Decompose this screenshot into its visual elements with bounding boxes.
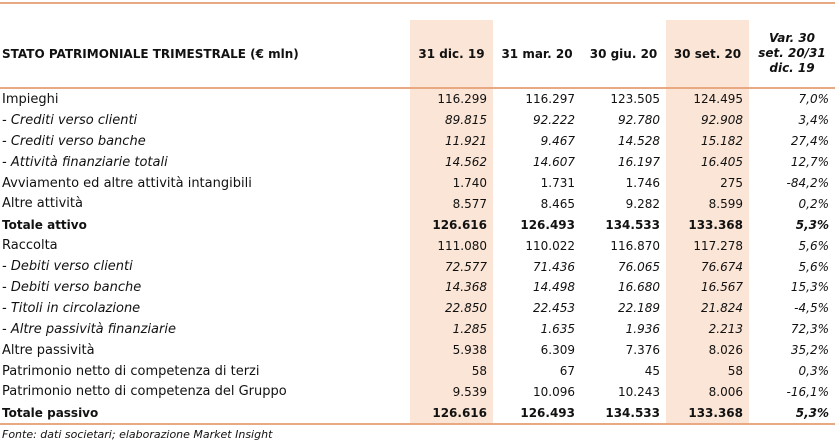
table-header-row xyxy=(0,20,835,88)
row-value: 14.368 xyxy=(410,277,493,298)
row-value: 8.599 xyxy=(666,193,749,214)
table-row xyxy=(0,88,835,110)
row-value: 126.616 xyxy=(410,214,493,235)
row-value: 1.746 xyxy=(625,176,660,190)
row-label: - Titoli in circolazione xyxy=(2,300,141,316)
row-label: - Debiti verso banche xyxy=(2,279,142,295)
row-value: 14.607 xyxy=(533,155,575,170)
row-value: 134.533 xyxy=(581,402,666,424)
row-variation: -4,5% xyxy=(794,301,829,316)
row-value: 11.921 xyxy=(410,131,493,152)
row-label: - Altre passività finanziarie xyxy=(2,321,176,337)
row-value: 16.405 xyxy=(666,152,749,173)
row-variation: -16,1% xyxy=(786,384,829,399)
row-value: 1.936 xyxy=(625,322,660,337)
row-value: 7.376 xyxy=(625,343,660,358)
row-value: 92.780 xyxy=(618,113,660,128)
row-value: 1.285 xyxy=(410,319,493,340)
row-label: Patrimonio netto di competenza del Gruppo xyxy=(2,384,287,400)
row-value: 275 xyxy=(666,173,749,194)
row-value: 14.562 xyxy=(410,152,493,173)
column-header-30-set-20: 30 set. 20 xyxy=(666,20,749,88)
row-variation: 72,3% xyxy=(790,322,829,337)
row-value: 8.577 xyxy=(410,193,493,214)
row-value: 8.465 xyxy=(540,196,575,211)
row-value: 126.616 xyxy=(410,402,493,424)
row-value: 72.577 xyxy=(410,256,493,277)
row-value: 21.824 xyxy=(666,298,749,319)
row-label: Altre passività xyxy=(2,342,95,358)
row-value: 1.635 xyxy=(540,322,575,337)
row-variation: 0,2% xyxy=(798,196,829,211)
row-value: 45 xyxy=(644,364,660,379)
row-label: Raccolta xyxy=(2,238,58,254)
column-header-30-giu-20: 30 giu. 20 xyxy=(581,20,666,88)
row-value: 58 xyxy=(666,361,749,382)
row-value: 123.505 xyxy=(610,92,660,107)
row-variation: 5,6% xyxy=(798,238,829,253)
row-variation: -84,2% xyxy=(786,176,829,190)
table-row xyxy=(0,131,835,152)
top-rule xyxy=(0,2,835,4)
table-row xyxy=(0,319,835,340)
row-value: 1.731 xyxy=(540,176,575,190)
row-value: 16.567 xyxy=(666,277,749,298)
row-value: 126.493 xyxy=(493,402,581,424)
row-value: 126.493 xyxy=(520,217,575,232)
row-value: 8.006 xyxy=(666,381,749,402)
row-variation: 0,3% xyxy=(798,364,829,379)
row-value: 116.299 xyxy=(410,88,493,110)
row-label: - Crediti verso banche xyxy=(2,133,146,149)
column-header-31-mar-20: 31 mar. 20 xyxy=(493,20,581,88)
row-value: 133.368 xyxy=(666,214,749,235)
row-label: Totale passivo xyxy=(0,402,410,424)
row-value: 133.368 xyxy=(666,402,749,424)
row-value: 71.436 xyxy=(533,259,575,274)
table-row xyxy=(0,277,835,298)
row-value: 9.539 xyxy=(410,381,493,402)
table-row xyxy=(0,402,835,424)
table-row xyxy=(0,298,835,319)
table-row xyxy=(0,214,835,235)
row-label: - Crediti verso clienti xyxy=(2,112,138,128)
row-label: Avviamento ed altre attività intangibili xyxy=(2,175,252,191)
row-value: 22.453 xyxy=(533,301,575,316)
row-variation: 12,7% xyxy=(790,155,829,170)
row-label: - Attività finanziarie totali xyxy=(2,154,168,170)
row-value: 76.674 xyxy=(666,256,749,277)
table-row xyxy=(0,193,835,214)
row-value: 110.022 xyxy=(525,238,575,253)
row-value: 2.213 xyxy=(666,319,749,340)
row-value: 111.080 xyxy=(410,235,493,256)
row-label: Impieghi xyxy=(2,91,59,107)
row-value: 89.815 xyxy=(410,110,493,131)
row-variation: 35,2% xyxy=(790,343,829,358)
row-value: 117.278 xyxy=(666,235,749,256)
row-value: 22.189 xyxy=(618,301,660,316)
row-label: Altre attività xyxy=(2,196,83,212)
row-value: 9.467 xyxy=(540,134,575,149)
row-value: 10.243 xyxy=(618,384,660,399)
table-title: STATO PATRIMONIALE TRIMESTRALE (€ mln) xyxy=(0,20,410,88)
balance-sheet-table xyxy=(0,20,835,425)
row-value: 116.870 xyxy=(610,238,660,253)
table-row xyxy=(0,361,835,382)
row-variation: 5,3% xyxy=(795,217,829,232)
row-value: 67 xyxy=(559,364,575,379)
row-value: 9.282 xyxy=(625,196,660,211)
row-label: - Debiti verso clienti xyxy=(2,259,133,275)
row-value: 8.026 xyxy=(666,340,749,361)
row-variation: 5,6% xyxy=(798,259,829,274)
row-value: 10.096 xyxy=(533,384,575,399)
row-label: Totale attivo xyxy=(2,217,87,232)
table-row xyxy=(0,381,835,402)
row-value: 16.680 xyxy=(618,280,660,295)
row-value: 6.309 xyxy=(540,343,575,358)
row-label: Patrimonio netto di competenza di terzi xyxy=(2,363,260,379)
row-value: 92.222 xyxy=(533,113,575,128)
row-variation: 27,4% xyxy=(790,134,829,149)
row-value: 15.182 xyxy=(666,131,749,152)
row-value: 134.533 xyxy=(605,217,660,232)
row-variation: 5,3% xyxy=(749,402,835,424)
column-header-variation: Var. 30 set. 20/31 dic. 19 xyxy=(749,20,835,88)
row-value: 124.495 xyxy=(666,88,749,110)
table-row xyxy=(0,256,835,277)
row-value: 1.740 xyxy=(410,173,493,194)
table-row xyxy=(0,340,835,361)
column-header-31-dic-19: 31 dic. 19 xyxy=(410,20,493,88)
table-row xyxy=(0,110,835,131)
source-note: Fonte: dati societari; elaborazione Market Insight xyxy=(2,428,273,441)
table-row xyxy=(0,235,835,256)
row-variation: 15,3% xyxy=(790,280,829,295)
row-value: 58 xyxy=(410,361,493,382)
table-row xyxy=(0,173,835,194)
row-value: 92.908 xyxy=(666,110,749,131)
table-row xyxy=(0,152,835,173)
row-variation: 3,4% xyxy=(798,113,829,128)
row-value: 76.065 xyxy=(618,259,660,274)
row-value: 14.498 xyxy=(533,280,575,295)
row-value: 14.528 xyxy=(618,134,660,149)
row-value: 5.938 xyxy=(410,340,493,361)
row-value: 16.197 xyxy=(618,155,660,170)
row-variation: 7,0% xyxy=(798,92,829,107)
row-value: 116.297 xyxy=(525,92,575,107)
row-value: 22.850 xyxy=(410,298,493,319)
